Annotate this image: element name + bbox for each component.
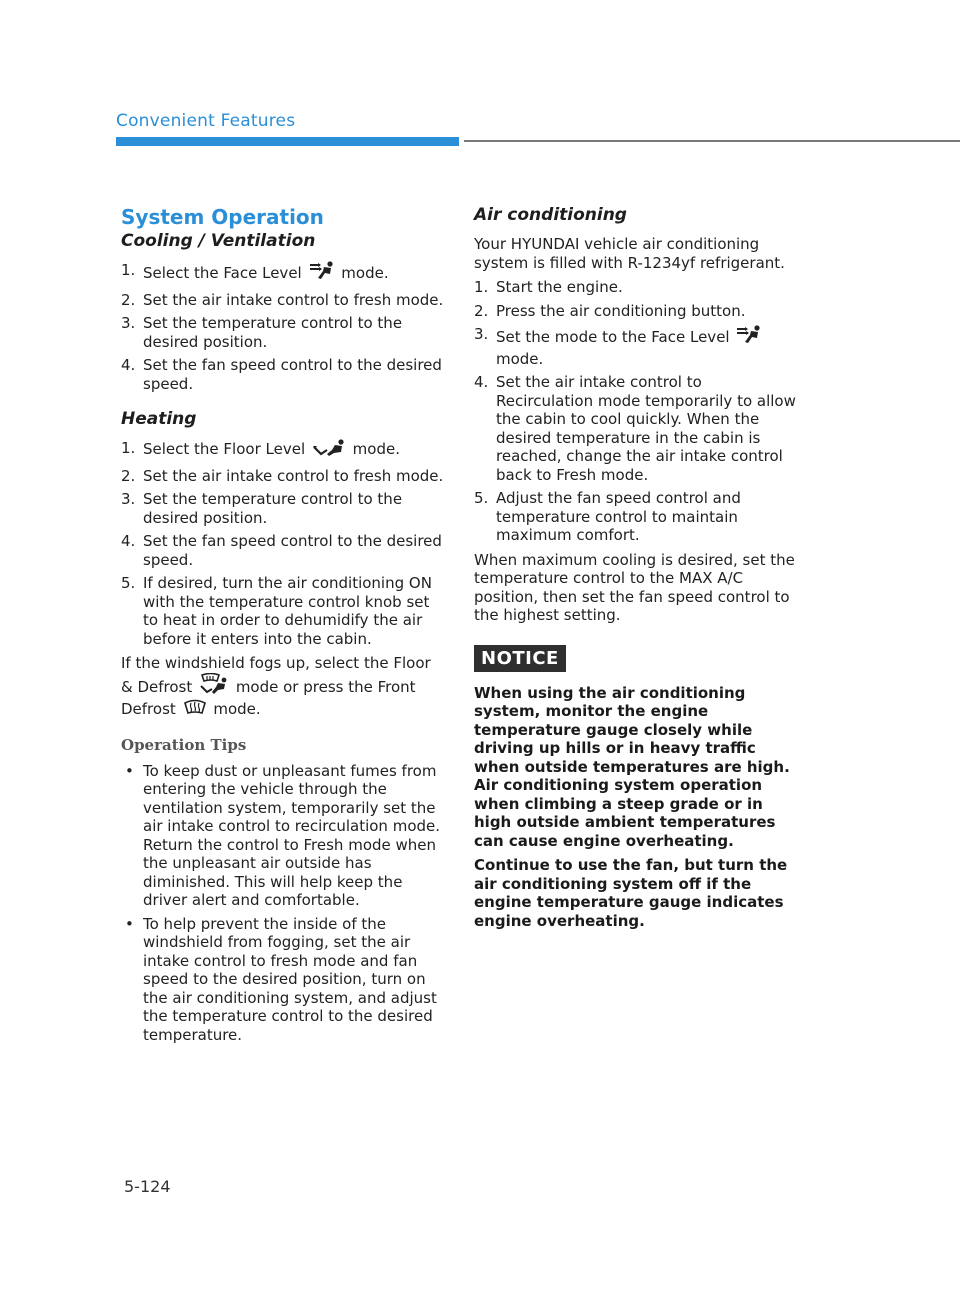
bullet: •: [125, 914, 134, 933]
list-item: [121, 314, 447, 351]
page-number: 5-124: [124, 1177, 171, 1196]
step-number: 3.: [121, 490, 136, 508]
step-number: 4.: [474, 373, 489, 391]
list-item: [121, 261, 447, 286]
step-text: Adjust the fan speed control and temperature control to maintain maximum comfort.: [496, 489, 741, 544]
tip-text: To keep dust or unpleasant fumes from entering the vehicle through the ventilation system, temporarily set the air intake control to recirculation mode. Return the control to Fresh mode when the unpleasant air outside has diminished. This will help keep the driver alert and comfortable.: [143, 761, 441, 909]
list-item: [474, 373, 799, 484]
header-rule-blue: [116, 137, 459, 146]
step-text: mode.: [352, 440, 400, 458]
list-item: [121, 532, 447, 569]
step-number: 4.: [121, 356, 136, 374]
list-item: [121, 467, 447, 486]
list-item: [474, 278, 799, 297]
step-text: Set the air intake control to fresh mode.: [143, 290, 444, 309]
step-text: Set the air intake control to Recirculation mode temporarily to allow the cabin to cool quickly. When the desired temperature in the cabin is reached, change the air intake control back to Fresh mode.: [496, 373, 796, 484]
ac-intro: Your HYUNDAI vehicle air conditioning system is filled with R-1234yf refrigerant.: [474, 235, 785, 272]
step-number: 2.: [474, 301, 489, 320]
heating-heading: Heating: [121, 409, 197, 429]
right-column: [474, 205, 799, 936]
step-text: Set the temperature control to the desired position.: [143, 314, 403, 351]
header-rule-gray: [464, 140, 960, 142]
face-level-mode-icon: [736, 325, 762, 350]
step-number: 4.: [121, 532, 136, 550]
floor-defrost-mode-icon: [199, 673, 229, 700]
step-number: 3.: [121, 314, 136, 332]
list-item: [121, 490, 447, 527]
list-item: [121, 291, 447, 310]
left-column: [121, 205, 447, 1050]
fog-note-text: mode.: [213, 700, 261, 718]
tips-list: [121, 762, 447, 1045]
step-text: mode.: [341, 264, 389, 282]
step-text: Select the Face Level: [143, 264, 302, 282]
list-item: [121, 439, 447, 462]
bullet: •: [125, 761, 134, 780]
list-item: [121, 762, 447, 910]
step-number: 1.: [474, 278, 489, 296]
step-number: 2.: [121, 466, 136, 485]
step-text: Set the fan speed control to the desired speed.: [143, 532, 442, 569]
list-item: [121, 356, 447, 393]
notice-body: [474, 684, 799, 931]
notice-label: NOTICE: [474, 645, 566, 672]
step-text: Set the mode to the Face Level: [496, 328, 730, 346]
step-number: 3.: [474, 325, 489, 343]
step-text: Set the fan speed control to the desired speed.: [143, 356, 442, 393]
list-item: [474, 325, 799, 368]
list-item: [474, 489, 799, 545]
list-item: [121, 574, 447, 648]
step-number: 1.: [121, 439, 136, 457]
fog-note-text: If the windshield fogs up, select the Floor & Defrost: [121, 654, 431, 696]
list-item: [121, 915, 447, 1045]
step-text: mode.: [496, 349, 544, 368]
cooling-heading: Cooling / Ventilation: [121, 231, 316, 251]
fog-note-text: mode or press the Front Defrost: [121, 677, 416, 718]
notice-paragraph: Continue to use the fan, but turn the air conditioning system off if the engine temperature gauge indicates engine overheating.: [474, 856, 788, 930]
floor-level-mode-icon: [312, 439, 346, 462]
notice-paragraph: When using the air conditioning system, monitor the engine temperature gauge closely while driving up hills or in heavy traffic when outside temperatures are high. Air conditioning system operation when climbing a steep grade or in high outside ambient temperatures can cause engine overheating.: [474, 683, 790, 850]
step-text: Press the air conditioning button.: [496, 301, 746, 320]
air-conditioning-heading: Air conditioning: [474, 205, 627, 225]
tip-text: To help prevent the inside of the windshield from fogging, set the air intake control to fresh mode and fan speed to the desired position, turn on the air conditioning system, and adjust the temperature control to the desired temperature.: [143, 914, 437, 1044]
max-cooling-note: When maximum cooling is desired, set the temperature control to the MAX A/C position, then set the fan speed control to the highest setting.: [474, 550, 795, 624]
step-text: Set the air intake control to fresh mode.: [143, 466, 444, 485]
operation-tips-heading: Operation Tips: [121, 735, 247, 754]
heating-steps: [121, 439, 447, 648]
list-item: [474, 302, 799, 321]
face-level-mode-icon: [309, 261, 335, 286]
system-operation-title: System Operation: [121, 205, 324, 229]
step-number: 5.: [121, 574, 136, 592]
section-title: Convenient Features: [116, 111, 296, 131]
cooling-steps: [121, 261, 447, 393]
step-number: 1.: [121, 261, 136, 279]
fog-note: [121, 654, 447, 722]
step-text: Start the engine.: [496, 278, 623, 296]
ac-steps: [474, 278, 799, 545]
step-text: Set the temperature control to the desired position.: [143, 490, 403, 527]
front-defrost-icon: [183, 699, 207, 722]
step-number: 2.: [121, 290, 136, 309]
step-text: If desired, turn the air conditioning ON with the temperature control knob set to heat in order to dehumidify the air before it enters into the cabin.: [143, 574, 432, 648]
step-number: 5.: [474, 489, 489, 507]
step-text: Select the Floor Level: [143, 440, 306, 458]
